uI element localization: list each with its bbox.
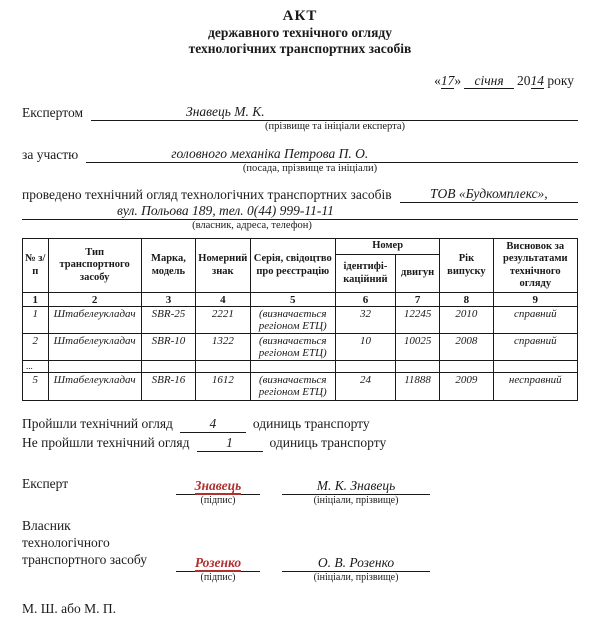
cell-engine: 12245 — [395, 307, 439, 334]
col-header-model: Марка, модель — [141, 239, 195, 293]
passed-row — [22, 416, 578, 433]
cell-plate: 1322 — [196, 334, 250, 361]
cell-vin: 32 — [335, 307, 395, 334]
col-number: 3 — [141, 293, 195, 307]
date-quote-open: « — [434, 73, 441, 88]
title-act: АКТ — [282, 8, 318, 24]
expert-value: Знавець М. К. — [186, 104, 265, 119]
expert-caption: (прізвище та ініціали експерта) — [264, 121, 406, 132]
inspection-table — [22, 238, 578, 401]
expert-signature-block — [176, 478, 260, 506]
cell-year: 2008 — [440, 334, 493, 361]
cell-num: 2 — [23, 334, 49, 361]
passed-suffix: одиниць транспорту — [252, 415, 370, 431]
col-header-conclusion: Висновок за результатами технічного огляду — [493, 239, 577, 293]
col-number: 5 — [250, 293, 335, 307]
failed-count: 1 — [226, 434, 233, 450]
inspection-value-2: вул. Польова 189, тел. 0(44) 999-11-11 — [117, 203, 334, 218]
date-quote-close: » — [454, 73, 462, 88]
cell-type: Штабелеукладач — [48, 307, 141, 334]
expert-name-caption: (ініціали, прізвище) — [313, 495, 399, 507]
col-header-type: Тип транспортного засобу — [48, 239, 141, 293]
cell-vin: 10 — [335, 334, 395, 361]
inspection-field-1 — [400, 186, 578, 203]
expert-name-block — [282, 478, 430, 506]
col-header-engine: двигун — [395, 255, 439, 293]
failed-label: Не пройшли технічний огляд — [22, 434, 190, 450]
owner-signature-caption: (підпис) — [200, 572, 236, 584]
cell-num: ... — [23, 361, 49, 373]
col-header-vin: ідентифікаційний — [335, 255, 395, 293]
expert-label: Експертом — [22, 105, 84, 120]
inspection-value-1: ТОВ «Будкомплекс», — [429, 186, 548, 201]
cell-num: 5 — [23, 373, 49, 400]
document-title — [22, 8, 578, 57]
owner-signature-value: Розенко — [194, 555, 242, 571]
cell-model: SBR-25 — [141, 307, 195, 334]
participation-field — [86, 146, 578, 163]
table-row-ellipsis — [23, 361, 578, 373]
col-number: 7 — [395, 293, 439, 307]
expert-signature-line — [176, 478, 260, 495]
cell-year: 2009 — [440, 373, 493, 400]
owner-signature-row — [22, 518, 578, 583]
cell-engine: 10025 — [395, 334, 439, 361]
expert-signature-row — [22, 476, 578, 507]
date-year-suffix: 14 — [530, 73, 544, 88]
col-header-num: № з/п — [23, 239, 49, 293]
summary-section — [22, 416, 578, 452]
owner-label-line2: транспортного засобу — [22, 552, 147, 568]
title-subtitle-1: державного технічного огляду — [208, 25, 392, 40]
expert-signature-value: Знавець — [194, 478, 242, 494]
cell-conclusion: несправний — [493, 373, 577, 400]
passed-count: 4 — [209, 415, 217, 431]
expert-name-line — [282, 478, 430, 495]
cell-conclusion: справний — [493, 334, 577, 361]
col-header-plate: Номерний знак — [196, 239, 250, 293]
expert-name-value: М. К. Знавець — [316, 478, 396, 494]
col-number: 2 — [48, 293, 141, 307]
date-month: січня — [464, 73, 513, 89]
owner-name-caption: (ініціали, прізвище) — [313, 572, 399, 584]
col-number: 6 — [335, 293, 395, 307]
failed-suffix: одиниць транспорту — [269, 434, 387, 450]
date-day: 17 — [440, 73, 455, 88]
date-line — [22, 73, 578, 89]
stamp-note: М. Ш. або М. П. — [22, 601, 116, 617]
cell-series: (визначається регіоном ЕТЦ) — [250, 307, 335, 334]
cell-type: Штабелеукладач — [48, 373, 141, 400]
owner-name-block — [282, 555, 430, 583]
failed-row — [22, 435, 578, 452]
inspection-caption: (власник, адреса, телефон) — [192, 220, 312, 231]
col-number: 4 — [196, 293, 250, 307]
table-header-row — [23, 239, 578, 255]
cell-model: SBR-16 — [141, 373, 195, 400]
owner-name-value: О. В. Розенко — [317, 555, 395, 571]
inspection-field-2 — [22, 203, 578, 220]
expert-field — [91, 104, 578, 121]
cell-model: SBR-10 — [141, 334, 195, 361]
column-number-row — [23, 293, 578, 307]
owner-signature-line — [176, 555, 260, 572]
participation-label: за участю — [22, 147, 79, 162]
failed-count-field — [197, 435, 263, 452]
owner-signature-block — [176, 555, 260, 583]
passed-count-field — [180, 416, 246, 433]
cell-num: 1 — [23, 307, 49, 334]
participation-value: головного механіка Петрова П. О. — [171, 146, 369, 161]
date-year-prefix: 20 — [517, 73, 531, 88]
expert-row — [22, 104, 578, 121]
cell-series: (визначається регіоном ЕТЦ) — [250, 373, 335, 400]
table-row — [23, 334, 578, 361]
col-header-number-group: Номер — [335, 239, 439, 255]
expert-signature-caption: (підпис) — [200, 495, 236, 507]
table-row — [23, 373, 578, 400]
cell-engine: 11888 — [395, 373, 439, 400]
owner-name-line — [282, 555, 430, 572]
inspection-row — [22, 186, 578, 203]
col-number: 8 — [440, 293, 493, 307]
cell-series: (визначається регіоном ЕТЦ) — [250, 334, 335, 361]
cell-vin: 24 — [335, 373, 395, 400]
col-number: 9 — [493, 293, 577, 307]
title-subtitle-2: технологічних транспортних засобів — [188, 41, 412, 56]
cell-plate: 2221 — [196, 307, 250, 334]
inspection-caption-row — [22, 220, 578, 231]
col-header-series: Серія, свідоцтво про реєстрацію — [250, 239, 335, 293]
cell-plate: 1612 — [196, 373, 250, 400]
owner-signature-label — [22, 518, 160, 583]
col-header-year: Рік випуску — [440, 239, 493, 293]
expert-caption-row — [22, 121, 578, 132]
table-row — [23, 307, 578, 334]
cell-conclusion: справний — [493, 307, 577, 334]
participation-caption: (посада, прізвище та ініціали) — [242, 163, 378, 174]
cell-year: 2010 — [440, 307, 493, 334]
expert-signature-label: Експерт — [22, 475, 69, 491]
inspection-label: проведено технічний огляд технологічних транспортних засобів — [22, 187, 392, 202]
col-number: 1 — [23, 293, 49, 307]
date-year-word: року — [547, 73, 574, 88]
owner-label-line1: Власник технологічного — [22, 518, 110, 551]
participation-caption-row — [22, 163, 578, 174]
participation-row — [22, 146, 578, 163]
passed-label: Пройшли технічний огляд — [22, 415, 173, 431]
cell-type: Штабелеукладач — [48, 334, 141, 361]
